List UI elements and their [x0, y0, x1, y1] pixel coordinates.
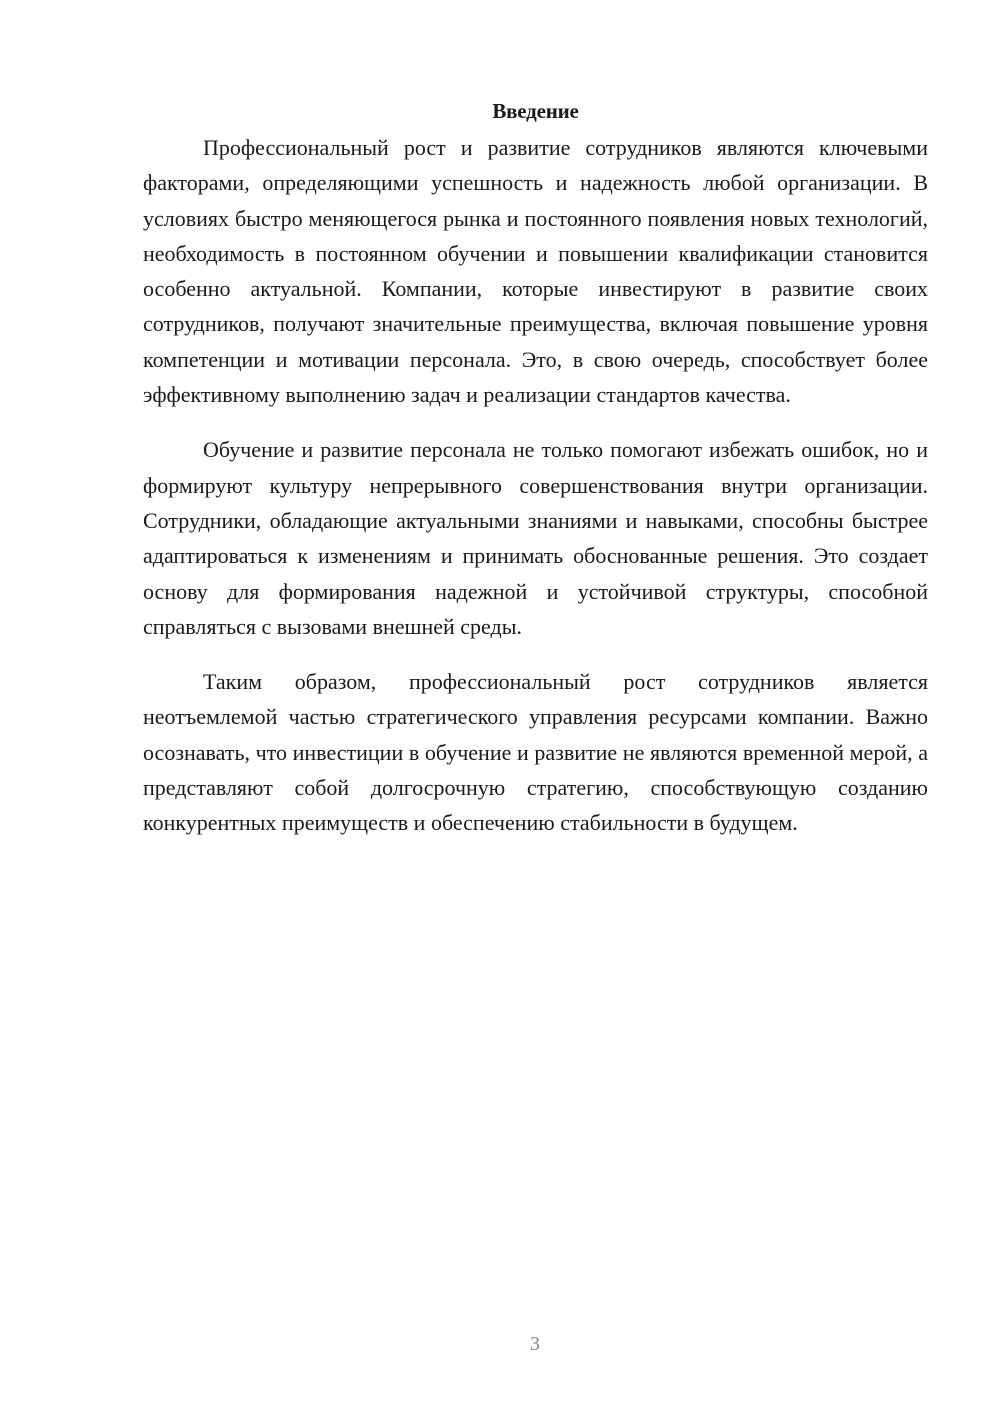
paragraph-3: Таким образом, профессиональный рост сотрудников является неотъемлемой частью стратегического управления ресурсами компании. Важно осознавать, что инвестиции в обучение и развитие не являются временной мерой, а представляют собой долгосрочную стратегию, способствующую созданию конкурентных преимуществ и обеспечению стабильности в будущем. — [143, 669, 928, 836]
page-content — [143, 96, 928, 861]
paragraph-1: Профессиональный рост и развитие сотрудников являются ключевыми факторами, определяющими успешность и надежность любой организации. В условиях быстро меняющегося рынка и постоянного появления новых технологий, необходимость в постоянном обучении и повышении квалификации становится особенно актуальной. Компании, которые инвестируют в развитие своих сотрудников, получают значительные преимущества, включая повышение уровня компетенции и мотивации персонала. Это, в свою очередь, способствует более эффективному выполнению задач и реализации стандартов качества. — [143, 135, 928, 408]
section-heading: Введение — [492, 99, 579, 123]
page-number: 3 — [530, 1333, 540, 1355]
paragraph-2: Обучение и развитие персонала не только помогают избежать ошибок, но и формируют культуру непрерывного совершенствования внутри организации. Сотрудники, обладающие актуальными знаниями и навыками, способны быстрее адаптироваться к изменениям и принимать обоснованные решения. Это создает основу для формирования надежной и устойчивой структуры, способной справляться с вызовами внешней среды. — [143, 437, 928, 639]
